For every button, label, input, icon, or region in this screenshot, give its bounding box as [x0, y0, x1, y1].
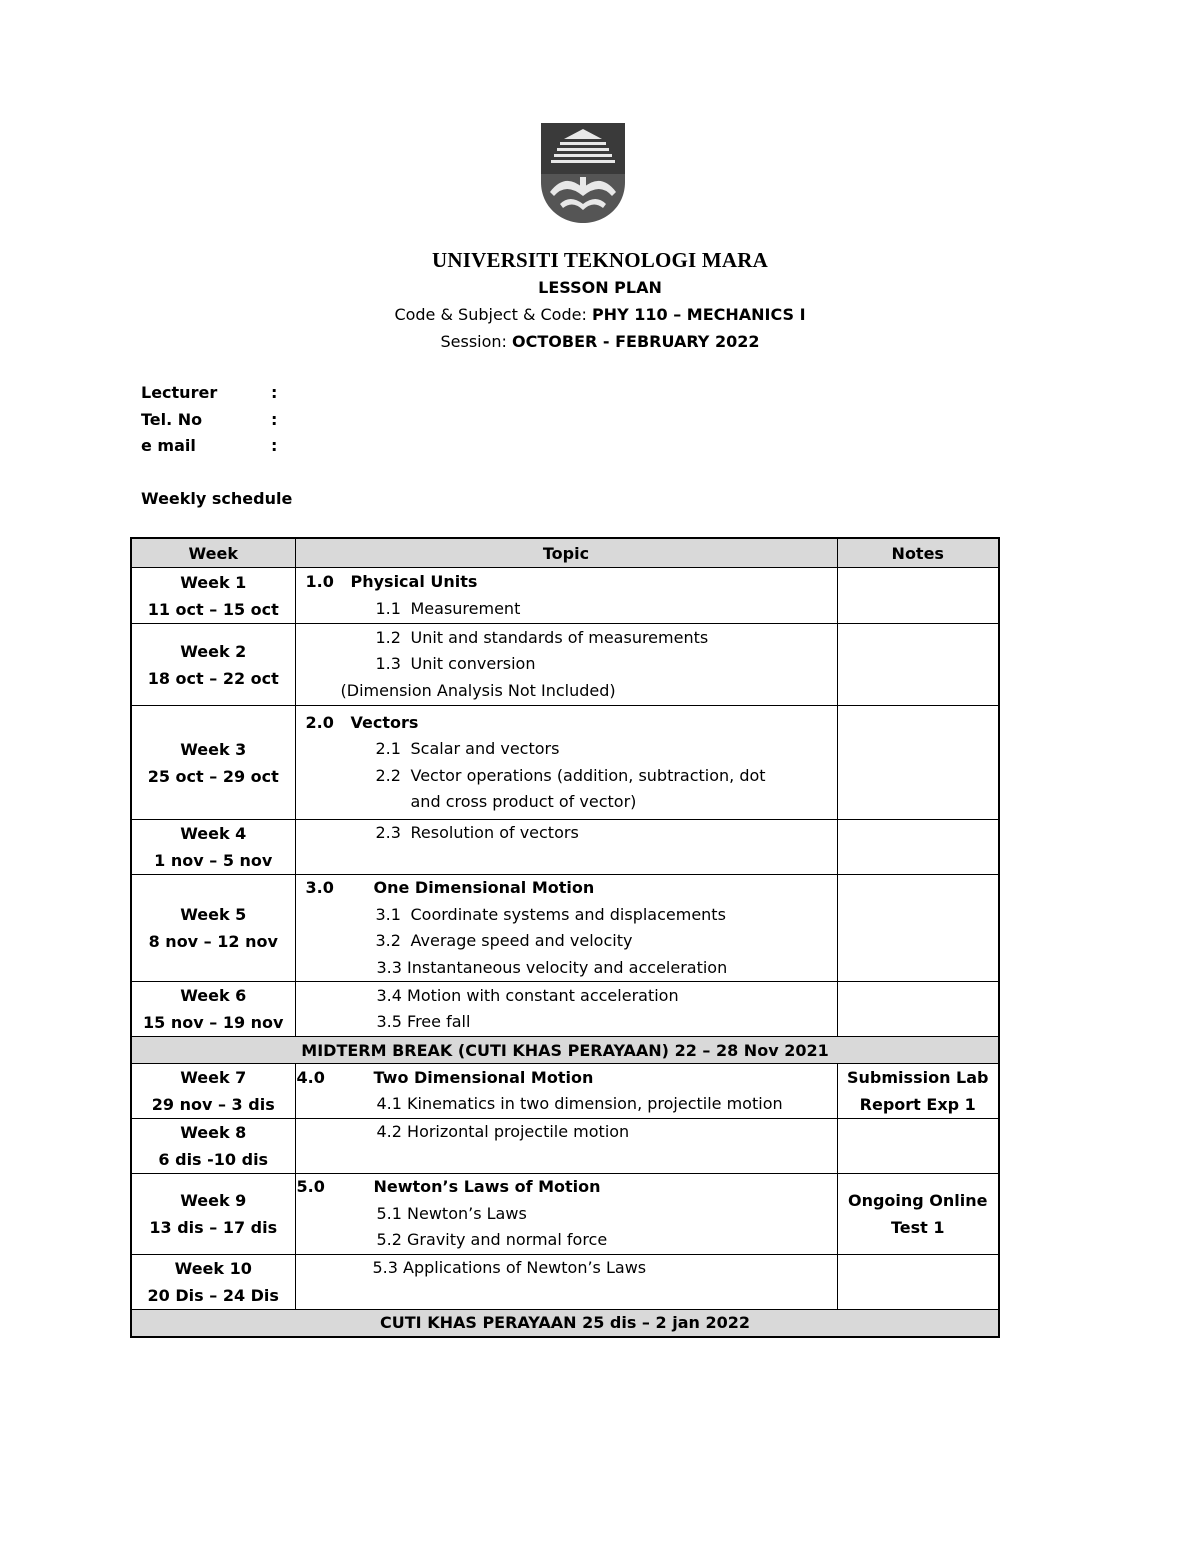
subtopic-text: Coordinate systems and displacements: [410, 904, 726, 924]
week-label: Week 9: [180, 1190, 247, 1210]
week-cell: [131, 624, 295, 706]
lecturer-label: Lecturer: [141, 383, 218, 402]
week-label: Week 7: [180, 1068, 247, 1087]
topic-heading: [296, 569, 837, 596]
subtopic-continuation: [296, 789, 837, 816]
topic-heading: [296, 875, 837, 902]
subtopic: [296, 736, 837, 763]
topic-cell: [295, 1119, 837, 1174]
colon: :: [271, 383, 278, 402]
subtopic: [296, 596, 837, 623]
subtopic-text: Unit conversion: [410, 654, 536, 674]
week-label: Week 4: [180, 824, 247, 843]
week-dates: 18 oct – 22 oct: [147, 668, 279, 688]
session-line: [0, 332, 1200, 351]
topic-cell: [295, 568, 837, 624]
notes-cell: [837, 1174, 999, 1255]
topic-heading: [296, 710, 837, 737]
week-cell: [131, 1254, 295, 1309]
midterm-break-row: [131, 1037, 999, 1064]
section-title: Weekly schedule: [141, 489, 293, 508]
topic-title: One Dimensional Motion: [373, 878, 595, 897]
subtopic: 3.4 Motion with constant acceleration: [376, 985, 679, 1005]
table-header-row: [131, 538, 999, 568]
tel-label: Tel. No: [141, 410, 203, 429]
university-name: UNIVERSITI TEKNOLOGI MARA: [431, 248, 768, 272]
topic-number: 5.0: [296, 1177, 325, 1196]
topic-cell: [295, 820, 837, 875]
schedule-table: [130, 537, 1000, 1338]
table-row: [131, 624, 999, 706]
email-label: e mail: [141, 436, 196, 455]
topic-cell: [295, 1254, 837, 1309]
notes-cell: [837, 706, 999, 820]
subtopic-number: 1.2: [375, 627, 401, 647]
notes-line: Report Exp 1: [859, 1095, 976, 1114]
subtopic-text: Scalar and vectors: [410, 739, 560, 758]
subject-line: [0, 305, 1200, 324]
week-cell: [131, 1064, 295, 1119]
table-row: [131, 875, 999, 982]
week-cell: [131, 706, 295, 820]
topic-heading: [296, 1174, 837, 1201]
notes-cell: [837, 820, 999, 875]
notes-cell: [837, 982, 999, 1037]
subtopic: 3.3 Instantaneous velocity and acceleration: [376, 957, 728, 977]
subject-label: Code & Subject & Code:: [394, 305, 592, 324]
week-dates: 13 dis – 17 dis: [149, 1217, 278, 1237]
subtopic: [296, 928, 837, 955]
topic-number: 1.0: [305, 572, 334, 591]
email-row: [141, 436, 277, 455]
week-label: Week 6: [180, 986, 247, 1005]
subtopic-text: Average speed and velocity: [410, 931, 633, 950]
table-row: [131, 1254, 999, 1309]
week-label: Week 10: [174, 1258, 252, 1278]
week-label: Week 2: [180, 641, 247, 661]
table-row: [131, 1174, 999, 1255]
week-dates: 6 dis -10 dis: [158, 1150, 269, 1169]
subtopic-number: 1.3: [375, 654, 401, 674]
notes-cell: [837, 568, 999, 624]
subtopic-number: 2.1: [375, 739, 401, 758]
subtopic: 5.3 Applications of Newton’s Laws: [372, 1257, 647, 1277]
subtopic-number: 3.2: [375, 931, 401, 950]
notes-line: Submission Lab: [847, 1068, 989, 1087]
table-row: [131, 568, 999, 624]
topic-number: 3.0: [305, 878, 334, 897]
subtopic-text: Vector operations (addition, subtraction, dot: [410, 765, 766, 785]
week-label: Week 3: [180, 739, 247, 759]
topic-note: (Dimension Analysis Not Included): [340, 680, 616, 700]
holiday-label: CUTI KHAS PERAYAAN 25 dis – 2 jan 2022: [131, 1309, 999, 1337]
table-row: [131, 982, 999, 1037]
subtopic: 3.5 Free fall: [376, 1012, 471, 1031]
notes-line: Ongoing Online: [847, 1190, 988, 1210]
topic-title: Vectors: [350, 712, 419, 732]
notes-cell: [837, 1064, 999, 1119]
week-cell: [131, 1174, 295, 1255]
subtopic-number: 3.1: [375, 904, 401, 924]
holiday-row: [131, 1309, 999, 1337]
table-row: [131, 820, 999, 875]
subtopic: [296, 820, 837, 847]
topic-heading: [296, 1065, 837, 1092]
header-notes: Notes: [837, 538, 999, 568]
week-label: Week 8: [180, 1123, 247, 1142]
topic-cell: [295, 1174, 837, 1255]
topic-cell: [295, 875, 837, 982]
subtopic: 5.2 Gravity and normal force: [376, 1230, 608, 1249]
week-label: Week 1: [180, 572, 247, 592]
week-cell: [131, 820, 295, 875]
topic-cell: [295, 1064, 837, 1119]
week-cell: [131, 875, 295, 982]
header-week: Week: [131, 538, 295, 568]
topic-number: 4.0: [296, 1067, 325, 1087]
notes-cell: [837, 624, 999, 706]
week-label: Week 5: [180, 905, 247, 924]
subject-value: PHY 110 – MECHANICS I: [591, 305, 806, 324]
week-dates: 11 oct – 15 oct: [147, 599, 279, 619]
colon: :: [271, 410, 278, 429]
lecturer-row: [141, 383, 277, 402]
notes-cell: [837, 875, 999, 982]
subtopic-number: 1.1: [375, 598, 401, 618]
week-dates: 20 Dis – 24 Dis: [147, 1285, 279, 1305]
subtopic-text: and cross product of vector): [410, 792, 637, 811]
topic-title: Two Dimensional Motion: [373, 1067, 594, 1087]
week-cell: [131, 568, 295, 624]
notes-line: Test 1: [890, 1217, 945, 1237]
topic-cell: [295, 706, 837, 820]
header-topic: Topic: [295, 538, 837, 568]
topic-title: Physical Units: [350, 572, 478, 591]
table-row: [131, 706, 999, 820]
week-dates: 8 nov – 12 nov: [148, 932, 278, 951]
notes-cell: [837, 1119, 999, 1174]
midterm-break-label: MIDTERM BREAK (CUTI KHAS PERAYAAN) 22 – 28 Nov 2021: [131, 1037, 999, 1064]
topic-cell: [295, 624, 837, 706]
subtopic-text: Resolution of vectors: [410, 823, 579, 842]
university-logo: [540, 122, 626, 224]
topic-number: 2.0: [305, 712, 334, 732]
subtopic: [296, 763, 837, 790]
document-title: LESSON PLAN: [538, 278, 662, 297]
topic-cell: [295, 982, 837, 1037]
subtopic: 4.2 Horizontal projectile motion: [376, 1122, 630, 1141]
subtopic: [296, 625, 837, 652]
tel-row: [141, 410, 277, 429]
subtopic: [296, 902, 837, 929]
subtopic-text: Unit and standards of measurements: [410, 627, 709, 647]
week-dates: 25 oct – 29 oct: [147, 766, 279, 786]
subtopic: [296, 651, 837, 678]
colon: :: [271, 436, 278, 455]
week-dates: 15 nov – 19 nov: [143, 1013, 284, 1032]
table-row: [131, 1119, 999, 1174]
week-dates: 29 nov – 3 dis: [151, 1095, 275, 1114]
week-dates: 1 nov – 5 nov: [154, 851, 273, 870]
subtopic-text: Measurement: [410, 598, 521, 618]
notes-cell: [837, 1254, 999, 1309]
week-cell: [131, 1119, 295, 1174]
subtopic: 4.1 Kinematics in two dimension, projectile motion: [376, 1094, 783, 1113]
topic-title: Newton’s Laws of Motion: [373, 1177, 601, 1196]
session-label: Session:: [440, 332, 513, 351]
table-row: [131, 1064, 999, 1119]
session-value: OCTOBER - FEBRUARY 2022: [512, 332, 760, 351]
subtopic-number: 2.3: [375, 823, 401, 842]
subtopic-number: 2.2: [375, 765, 401, 785]
subtopic: 5.1 Newton’s Laws: [376, 1203, 527, 1223]
week-cell: [131, 982, 295, 1037]
